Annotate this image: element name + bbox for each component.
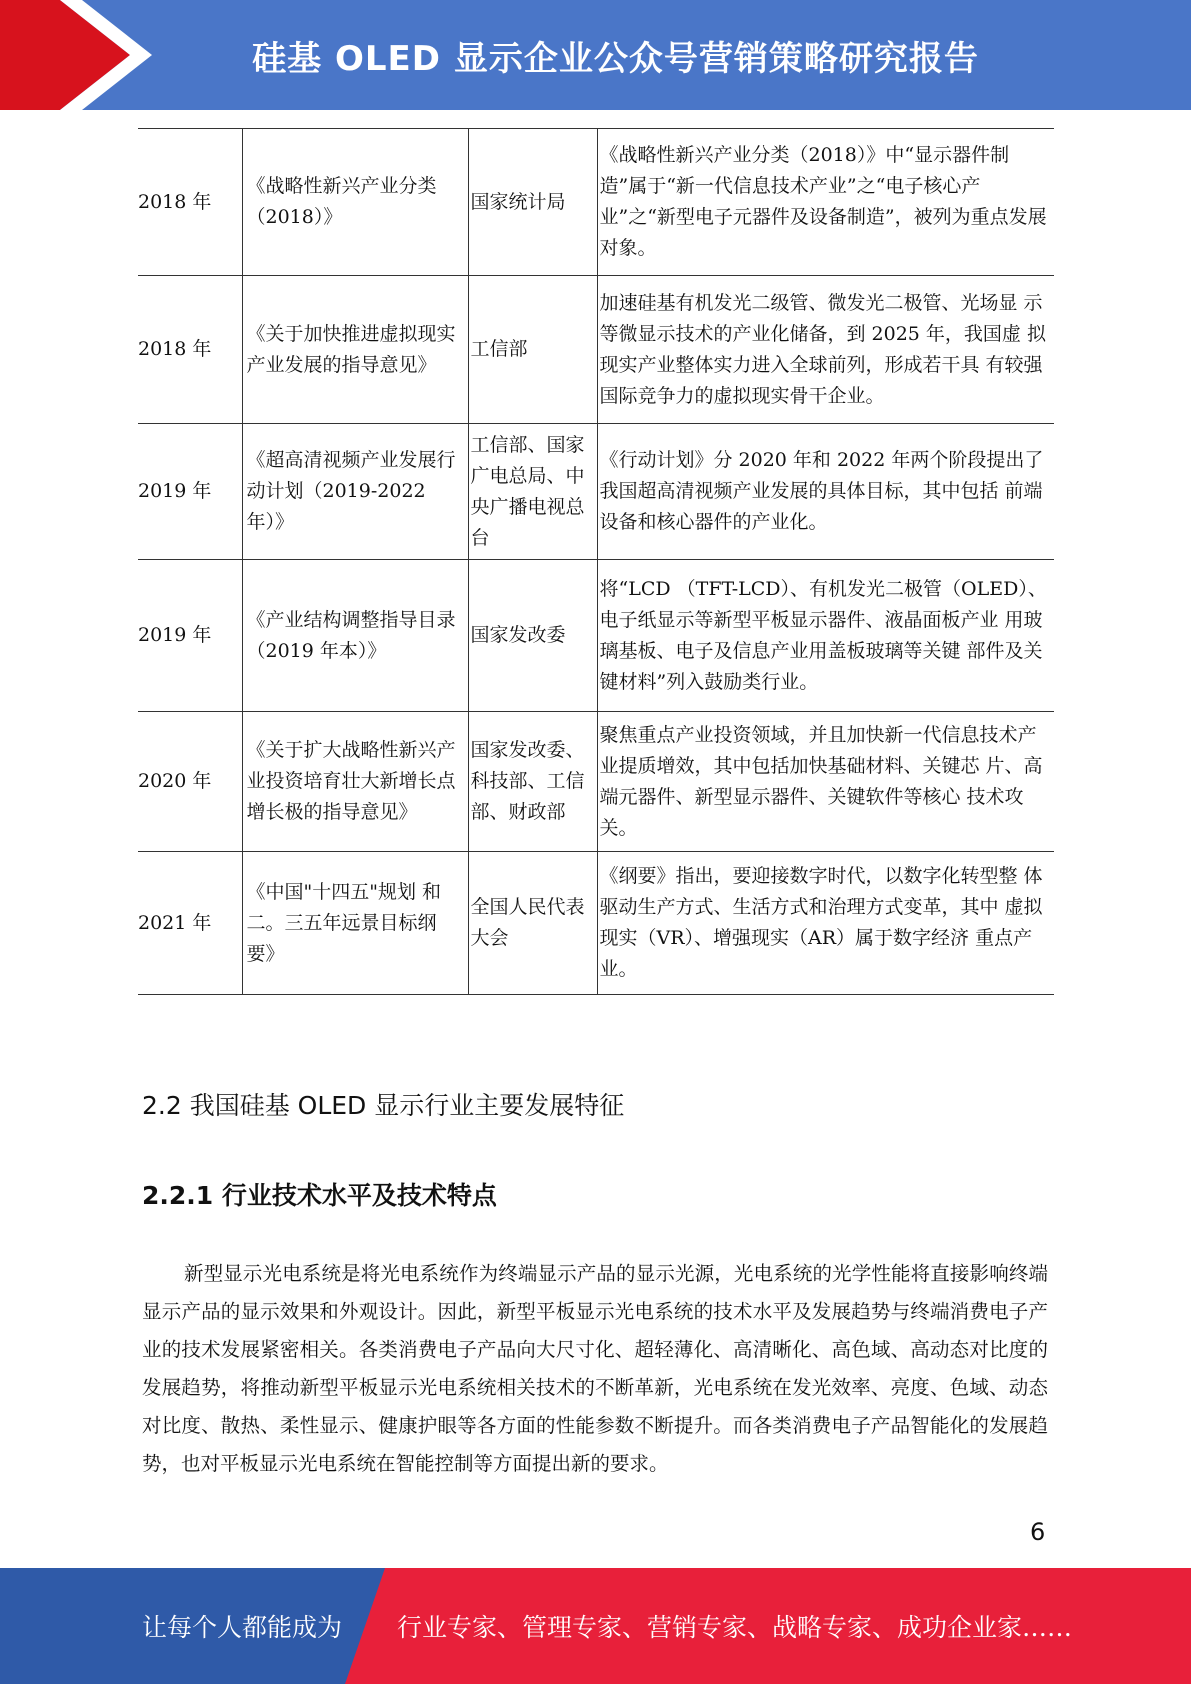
cell-document: 《关于扩大战略性新兴产业投资培育壮大新增长点增长极的指导意见》 — [242, 712, 468, 852]
cell-year: 2021 年 — [138, 852, 242, 995]
table-row — [138, 712, 1054, 852]
cell-year: 2020 年 — [138, 712, 242, 852]
table-row — [138, 560, 1054, 712]
page-header — [0, 0, 1191, 110]
cell-document: 《关于加快推进虚拟现实产业发展的指导意见》 — [242, 276, 468, 424]
cell-document: 《战略性新兴产业分类（2018）》 — [242, 129, 468, 276]
section-heading-2-2-1: 2.2.1 行业技术水平及技术特点 — [142, 1181, 497, 1210]
cell-year: 2018 年 — [138, 276, 242, 424]
cell-document: 《超高清视频产业发展行动计划（2019-2022 年）》 — [242, 424, 468, 560]
cell-content: 将“LCD （TFT-LCD）、有机发光二极管（OLED）、 电子纸显示等新型平板显示器件、液晶面板产业 用玻璃基板、电子及信息产业用盖板玻璃等关键 部件及关键材料”列入鼓励类行业。 — [597, 560, 1054, 712]
footer-slogan-right: 行业专家、管理专家、营销专家、战略专家、成功企业家…… — [397, 1613, 1073, 1642]
cell-issuer: 国家统计局 — [468, 129, 597, 276]
table-row — [138, 424, 1054, 560]
cell-content: 《行动计划》分 2020 年和 2022 年两个阶段提出了 我国超高清视频产业发展的具体目标，其中包括 前端设备和核心器件的产业化。 — [597, 424, 1054, 560]
report-title: 硅基 OLED 显示企业公众号营销策略研究报告 — [252, 38, 979, 79]
table-row — [138, 129, 1054, 276]
cell-issuer: 国家发改委、科技部、工信部、财政部 — [468, 712, 597, 852]
cell-year: 2019 年 — [138, 560, 242, 712]
cell-document: 《中国"十四五"规划 和二。三五年远景目标纲要》 — [242, 852, 468, 995]
section-heading-2-2: 2.2 我国硅基 OLED 显示行业主要发展特征 — [142, 1091, 625, 1120]
page-footer — [0, 1568, 1191, 1684]
cell-content: 聚焦重点产业投资领域，并且加快新一代信息技术产业提质增效，其中包括加快基础材料、关键芯 片、高端元器件、新型显示器件、关键软件等核心 技术攻关。 — [597, 712, 1054, 852]
cell-year: 2018 年 — [138, 129, 242, 276]
cell-document: 《产业结构调整指导目录（2019 年本）》 — [242, 560, 468, 712]
page-number: 6 — [1030, 1518, 1046, 1546]
policy-table — [138, 128, 1054, 995]
cell-content: 《战略性新兴产业分类（2018）》中“显示器件制造”属于“新一代信息技术产业”之“电子核心产业”之“新型电子元器件及设备制造”，被列为重点发展对象。 — [597, 129, 1054, 276]
cell-issuer: 工信部、国家广电总局、中央广播电视总台 — [468, 424, 597, 560]
cell-issuer: 全国人民代表大会 — [468, 852, 597, 995]
cell-content: 加速硅基有机发光二级管、微发光二极管、光场显 示等微显示技术的产业化储备，到 2025 年，我国虚 拟现实产业整体实力进入全球前列，形成若干具 有较强国际竞争力的虚拟现实骨干企业。 — [597, 276, 1054, 424]
table-row — [138, 276, 1054, 424]
cell-issuer: 工信部 — [468, 276, 597, 424]
table-row — [138, 852, 1054, 995]
body-paragraph: 新型显示光电系统是将光电系统作为终端显示产品的显示光源，光电系统的光学性能将直接影响终端显示产品的显示效果和外观设计。因此，新型平板显示光电系统的技术水平及发展趋势与终端消费电子产业的技术发展紧密相关。各类消费电子产品向大尺寸化、超轻薄化、高清晰化、高色域、高动态对比度的发展趋势，将推动新型平板显示光电系统相关技术的不断革新，光电系统在发光效率、亮度、色域、动态对比度、散热、柔性显示、健康护眼等各方面的性能参数不断提升。而各类消费电子产品智能化的发展趋势，也对平板显示光电系统在智能控制等方面提出新的要求。 — [142, 1262, 1048, 1475]
footer-slogan-left: 让每个人都能成为 — [142, 1613, 343, 1642]
cell-issuer: 国家发改委 — [468, 560, 597, 712]
cell-content: 《纲要》指出，要迎接数字时代，以数字化转型整 体驱动生产方式、生活方式和治理方式变革，其中 虚拟现实（VR）、增强现实（AR）属于数字经济 重点产业。 — [597, 852, 1054, 995]
cell-year: 2019 年 — [138, 424, 242, 560]
